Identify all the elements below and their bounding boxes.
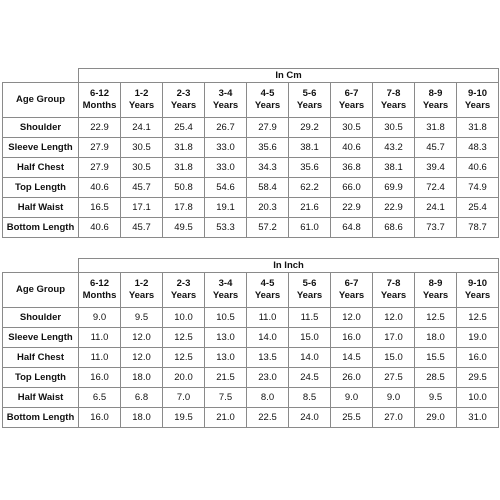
- age-column-header: [79, 83, 121, 118]
- measurement-value: 40.6: [331, 138, 373, 158]
- measurement-value: 12.0: [121, 328, 163, 348]
- table-title: In Inch: [79, 259, 499, 273]
- age-range: 1-2: [134, 278, 149, 289]
- age-column-header: [121, 83, 163, 118]
- age-range: 2-3: [176, 278, 191, 289]
- measurement-value: 50.8: [163, 178, 205, 198]
- measurement-value: 15.5: [415, 348, 457, 368]
- measurement-value: 40.6: [457, 158, 499, 178]
- measurement-label: Top Length: [3, 368, 79, 388]
- measurement-value: 22.9: [79, 118, 121, 138]
- corner-cell: [3, 69, 79, 83]
- measurement-value: 17.1: [121, 198, 163, 218]
- measurement-value: 66.0: [331, 178, 373, 198]
- measurement-value: 15.0: [289, 328, 331, 348]
- age-range: 3-4: [218, 88, 233, 99]
- age-column-header: [289, 83, 331, 118]
- measurement-value: 45.7: [415, 138, 457, 158]
- measurement-value: 6.8: [121, 388, 163, 408]
- measurement-value: 29.5: [457, 368, 499, 388]
- measurement-value: 20.3: [247, 198, 289, 218]
- age-range: 7-8: [386, 278, 401, 289]
- measurement-value: 61.0: [289, 218, 331, 238]
- measurement-value: 9.5: [415, 388, 457, 408]
- measurement-label: Half Waist: [3, 388, 79, 408]
- table-row: [3, 388, 499, 408]
- measurement-value: 24.1: [121, 118, 163, 138]
- table-row: [3, 328, 499, 348]
- measurement-value: 58.4: [247, 178, 289, 198]
- age-range: 8-9: [428, 278, 443, 289]
- age-column-header: [163, 273, 205, 308]
- age-unit: Years: [464, 290, 491, 301]
- age-unit: Years: [380, 100, 407, 111]
- age-unit: Years: [464, 100, 491, 111]
- measurement-value: 27.5: [373, 368, 415, 388]
- measurement-value: 17.8: [163, 198, 205, 218]
- measurement-value: 23.0: [247, 368, 289, 388]
- measurement-value: 16.0: [79, 368, 121, 388]
- table-title: In Cm: [79, 69, 499, 83]
- age-unit: Years: [128, 100, 155, 111]
- measurement-value: 6.5: [79, 388, 121, 408]
- measurement-value: 35.6: [289, 158, 331, 178]
- measurement-value: 54.6: [205, 178, 247, 198]
- age-unit: Years: [128, 290, 155, 301]
- age-range: 4-5: [260, 88, 275, 99]
- age-group-header: Age Group: [3, 83, 79, 118]
- age-range: 9-10: [468, 88, 488, 99]
- measurement-value: 13.0: [205, 348, 247, 368]
- measurement-value: 9.0: [79, 308, 121, 328]
- measurement-value: 33.0: [205, 158, 247, 178]
- measurement-value: 11.0: [247, 308, 289, 328]
- measurement-value: 10.0: [163, 308, 205, 328]
- measurement-value: 7.0: [163, 388, 205, 408]
- measurement-value: 24.5: [289, 368, 331, 388]
- table-row: [3, 178, 499, 198]
- measurement-value: 16.0: [79, 408, 121, 428]
- corner-cell: [3, 259, 79, 273]
- age-column-header: [289, 273, 331, 308]
- measurement-value: 62.2: [289, 178, 331, 198]
- measurement-label: Top Length: [3, 178, 79, 198]
- age-unit: Years: [212, 100, 239, 111]
- measurement-value: 22.9: [331, 198, 373, 218]
- age-range: 4-5: [260, 278, 275, 289]
- measurement-value: 35.6: [247, 138, 289, 158]
- measurement-value: 33.0: [205, 138, 247, 158]
- measurement-value: 53.3: [205, 218, 247, 238]
- age-range: 6-7: [344, 88, 359, 99]
- measurement-value: 12.5: [457, 308, 499, 328]
- age-group-header: Age Group: [3, 273, 79, 308]
- measurement-value: 16.0: [457, 348, 499, 368]
- age-range: 7-8: [386, 88, 401, 99]
- measurement-value: 16.5: [79, 198, 121, 218]
- age-unit: Years: [212, 290, 239, 301]
- measurement-value: 14.5: [331, 348, 373, 368]
- measurement-label: Sleeve Length: [3, 138, 79, 158]
- measurement-value: 49.5: [163, 218, 205, 238]
- age-column-header: [205, 273, 247, 308]
- measurement-label: Shoulder: [3, 308, 79, 328]
- age-unit: Months: [82, 290, 117, 301]
- measurement-value: 18.0: [415, 328, 457, 348]
- age-column-header: [457, 273, 499, 308]
- measurement-value: 25.4: [163, 118, 205, 138]
- measurement-value: 30.5: [373, 118, 415, 138]
- age-column-header: [121, 273, 163, 308]
- measurement-value: 72.4: [415, 178, 457, 198]
- measurement-value: 27.9: [79, 158, 121, 178]
- measurement-value: 27.0: [373, 408, 415, 428]
- measurement-label: Bottom Length: [3, 218, 79, 238]
- age-unit: Years: [422, 290, 449, 301]
- age-column-header: [373, 273, 415, 308]
- measurement-value: 19.5: [163, 408, 205, 428]
- measurement-value: 12.5: [415, 308, 457, 328]
- measurement-value: 8.0: [247, 388, 289, 408]
- measurement-value: 34.3: [247, 158, 289, 178]
- measurement-value: 24.0: [289, 408, 331, 428]
- measurement-value: 18.0: [121, 408, 163, 428]
- measurement-value: 7.5: [205, 388, 247, 408]
- measurement-value: 13.5: [247, 348, 289, 368]
- measurement-value: 16.0: [331, 328, 373, 348]
- age-range: 8-9: [428, 88, 443, 99]
- table-row: [3, 158, 499, 178]
- age-range: 6-7: [344, 278, 359, 289]
- measurement-label: Sleeve Length: [3, 328, 79, 348]
- table-row: [3, 138, 499, 158]
- measurement-value: 10.0: [457, 388, 499, 408]
- measurement-value: 11.5: [289, 308, 331, 328]
- measurement-value: 24.1: [415, 198, 457, 218]
- table-row: [3, 308, 499, 328]
- measurement-value: 38.1: [373, 158, 415, 178]
- age-range: 6-12: [89, 88, 109, 99]
- measurement-value: 68.6: [373, 218, 415, 238]
- measurement-value: 45.7: [121, 218, 163, 238]
- age-column-header: [247, 83, 289, 118]
- measurement-value: 74.9: [457, 178, 499, 198]
- age-range: 1-2: [134, 88, 149, 99]
- table-row: [3, 368, 499, 388]
- measurement-value: 11.0: [79, 348, 121, 368]
- age-unit: Years: [170, 290, 197, 301]
- measurement-value: 22.5: [247, 408, 289, 428]
- age-column-header: [415, 83, 457, 118]
- measurement-value: 31.8: [163, 158, 205, 178]
- measurement-value: 9.0: [373, 388, 415, 408]
- measurement-value: 26.7: [205, 118, 247, 138]
- age-column-header: [415, 273, 457, 308]
- measurement-value: 45.7: [121, 178, 163, 198]
- measurement-value: 12.5: [163, 328, 205, 348]
- age-column-header: [373, 83, 415, 118]
- measurement-value: 38.1: [289, 138, 331, 158]
- age-unit: Years: [422, 100, 449, 111]
- age-unit: Years: [254, 100, 281, 111]
- measurement-value: 30.5: [121, 158, 163, 178]
- measurement-value: 48.3: [457, 138, 499, 158]
- age-column-header: [163, 83, 205, 118]
- age-unit: Years: [170, 100, 197, 111]
- measurement-value: 21.0: [205, 408, 247, 428]
- measurement-value: 19.1: [205, 198, 247, 218]
- measurement-value: 25.4: [457, 198, 499, 218]
- age-range: 2-3: [176, 88, 191, 99]
- age-range: 3-4: [218, 278, 233, 289]
- measurement-value: 11.0: [79, 328, 121, 348]
- table-row: [3, 198, 499, 218]
- measurement-value: 29.2: [289, 118, 331, 138]
- age-column-header: [247, 273, 289, 308]
- size-table-inch: [2, 258, 499, 428]
- measurement-label: Shoulder: [3, 118, 79, 138]
- age-range: 9-10: [468, 278, 488, 289]
- measurement-value: 25.5: [331, 408, 373, 428]
- age-range: 5-6: [302, 278, 317, 289]
- measurement-value: 31.8: [415, 118, 457, 138]
- measurement-value: 21.6: [289, 198, 331, 218]
- measurement-value: 27.9: [247, 118, 289, 138]
- measurement-value: 9.5: [121, 308, 163, 328]
- age-unit: Years: [338, 100, 365, 111]
- measurement-value: 36.8: [331, 158, 373, 178]
- measurement-label: Half Waist: [3, 198, 79, 218]
- table-row: [3, 218, 499, 238]
- measurement-value: 31.0: [457, 408, 499, 428]
- measurement-value: 31.8: [457, 118, 499, 138]
- age-unit: Years: [254, 290, 281, 301]
- measurement-value: 26.0: [331, 368, 373, 388]
- age-unit: Years: [296, 290, 323, 301]
- measurement-value: 12.0: [121, 348, 163, 368]
- table-row: [3, 348, 499, 368]
- measurement-value: 39.4: [415, 158, 457, 178]
- measurement-label: Half Chest: [3, 158, 79, 178]
- measurement-label: Half Chest: [3, 348, 79, 368]
- measurement-value: 14.0: [289, 348, 331, 368]
- measurement-value: 30.5: [121, 138, 163, 158]
- measurement-value: 19.0: [457, 328, 499, 348]
- measurement-value: 18.0: [121, 368, 163, 388]
- measurement-value: 29.0: [415, 408, 457, 428]
- measurement-value: 12.0: [331, 308, 373, 328]
- measurement-value: 9.0: [331, 388, 373, 408]
- age-column-header: [205, 83, 247, 118]
- measurement-value: 12.5: [163, 348, 205, 368]
- measurement-value: 21.5: [205, 368, 247, 388]
- age-unit: Months: [82, 100, 117, 111]
- age-range: 5-6: [302, 88, 317, 99]
- measurement-value: 64.8: [331, 218, 373, 238]
- measurement-value: 27.9: [79, 138, 121, 158]
- measurement-value: 10.5: [205, 308, 247, 328]
- measurement-value: 20.0: [163, 368, 205, 388]
- measurement-value: 30.5: [331, 118, 373, 138]
- size-table-cm: [2, 68, 499, 238]
- age-unit: Years: [296, 100, 323, 111]
- measurement-label: Bottom Length: [3, 408, 79, 428]
- measurement-value: 12.0: [373, 308, 415, 328]
- measurement-value: 13.0: [205, 328, 247, 348]
- measurement-value: 8.5: [289, 388, 331, 408]
- age-column-header: [457, 83, 499, 118]
- measurement-value: 17.0: [373, 328, 415, 348]
- table-row: [3, 118, 499, 138]
- measurement-value: 43.2: [373, 138, 415, 158]
- measurement-value: 22.9: [373, 198, 415, 218]
- measurement-value: 15.0: [373, 348, 415, 368]
- measurement-value: 73.7: [415, 218, 457, 238]
- measurement-value: 40.6: [79, 218, 121, 238]
- measurement-value: 40.6: [79, 178, 121, 198]
- table-row: [3, 408, 499, 428]
- measurement-value: 31.8: [163, 138, 205, 158]
- measurement-value: 28.5: [415, 368, 457, 388]
- age-column-header: [79, 273, 121, 308]
- age-column-header: [331, 273, 373, 308]
- age-unit: Years: [380, 290, 407, 301]
- measurement-value: 57.2: [247, 218, 289, 238]
- measurement-value: 78.7: [457, 218, 499, 238]
- age-column-header: [331, 83, 373, 118]
- measurement-value: 14.0: [247, 328, 289, 348]
- age-unit: Years: [338, 290, 365, 301]
- age-range: 6-12: [89, 278, 109, 289]
- measurement-value: 69.9: [373, 178, 415, 198]
